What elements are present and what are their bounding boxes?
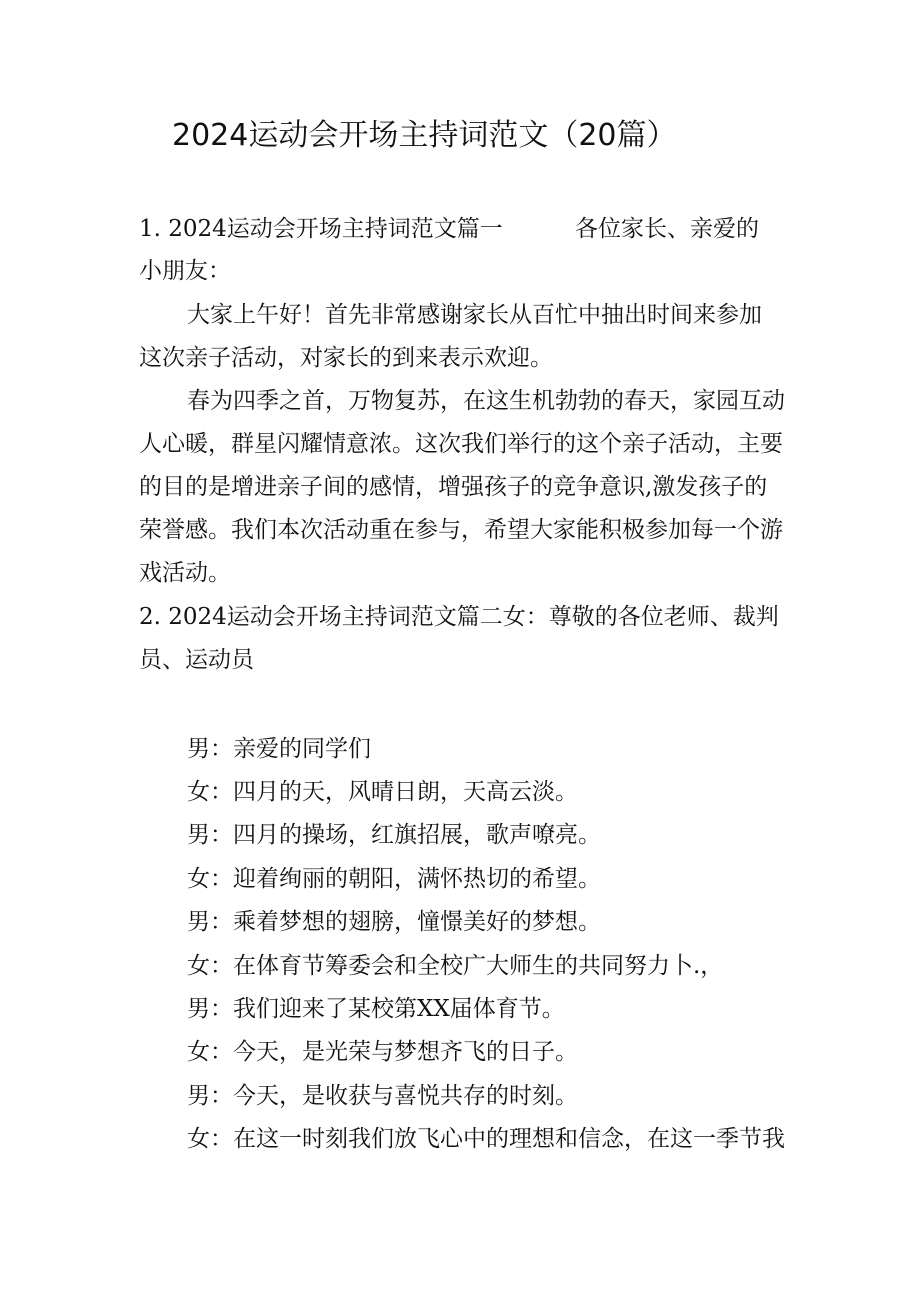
- section1-salutation-part1: 各位家长、亲爱的: [575, 216, 759, 242]
- dialogue-line: 女：四月的天，风晴日朗，天高云淡。: [187, 779, 578, 805]
- section1-heading: 1. 2024运动会开场主持词范文篇一: [139, 216, 503, 242]
- dialogue-line: 男：我们迎来了某校第XX届体育节。: [187, 996, 565, 1022]
- section1-paragraph2-line: 春为四季之首，万物复苏，在这生机勃勃的春天，家园互动: [187, 388, 785, 414]
- dialogue-line: 女：在这一时刻我们放飞心中的理想和信念，在这一季节我: [187, 1126, 785, 1152]
- dialogue-line: 女：今天，是光荣与梦想齐飞的日子。: [187, 1039, 578, 1065]
- section2-heading: 2. 2024运动会开场主持词范文篇二女：尊敬的各位老师、裁判: [139, 604, 779, 630]
- section1-paragraph2-line: 的目的是增进亲子间的感情，增强孩子的竞争意识,激发孩子的: [139, 474, 768, 500]
- section1-paragraph2-line: 人心暖，群星闪耀情意浓。这次我们举行的这个亲子活动，主要: [139, 431, 783, 457]
- dialogue-line: 女：在体育节筹委会和全校广大师生的共同努力卜.，: [187, 953, 724, 979]
- dialogue-line: 女：迎着绚丽的朝阳，满怀热切的希望。: [187, 866, 601, 892]
- section1-paragraph2-line: 荣誉感。我们本次活动重在参与，希望大家能积极参加每一个游: [139, 517, 783, 543]
- section1-salutation-part2: 小朋友：: [139, 258, 231, 284]
- section1-paragraph1-line: 这次亲子活动，对家长的到来表示欢迎。: [139, 345, 553, 371]
- dialogue-line: 男：今天，是收获与喜悦共存的时刻。: [187, 1083, 578, 1109]
- section2-heading-continued: 员、运动员: [139, 647, 254, 673]
- dialogue-line: 男：四月的操场，红旗招展，歌声嘹亮。: [187, 822, 601, 848]
- document-title: 2024运动会开场主持词范文（20篇）: [172, 118, 677, 153]
- dialogue-line: 男：乘着梦想的翅膀，憧憬美好的梦想。: [187, 909, 601, 935]
- section1-paragraph1-line: 大家上午好！首先非常感谢家长从百忙中抽出时间来参加: [187, 302, 762, 328]
- section1-paragraph2-line: 戏活动。: [139, 560, 231, 586]
- dialogue-line: 男：亲爱的同学们: [187, 736, 371, 762]
